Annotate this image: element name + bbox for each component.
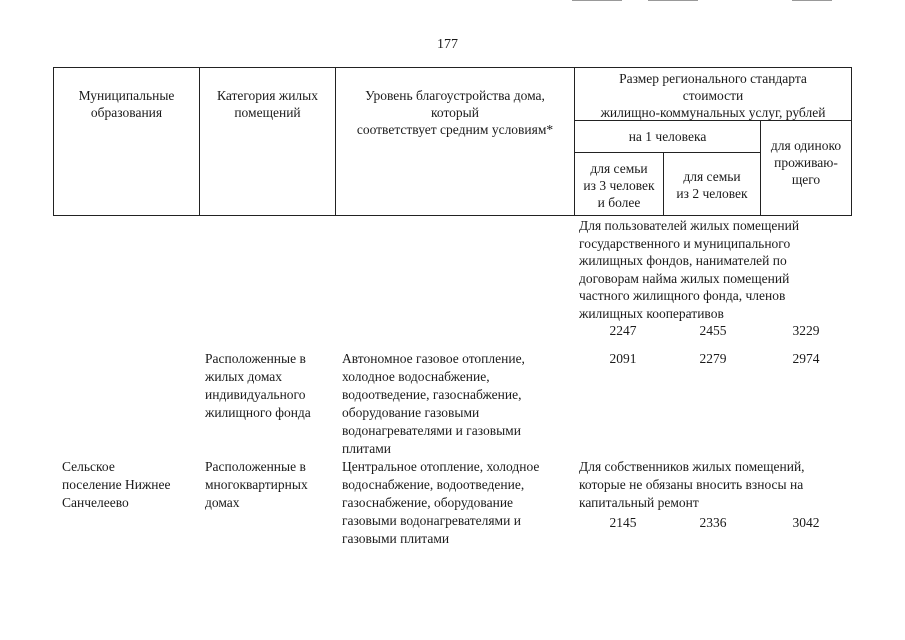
- header-per-person: на 1 человека: [628, 129, 707, 144]
- value-family3: 2145: [609, 515, 637, 530]
- private-category: Расположенные в жилых домах индивидуального жилищного фонда: [205, 351, 311, 420]
- header-family-3: для семьи из 3 человек и более: [583, 161, 655, 210]
- value-family3: 2247: [609, 323, 637, 338]
- value-single: 3042: [792, 515, 820, 530]
- header-single: для одиноко проживаю- щего: [770, 138, 842, 187]
- scan-mark: [648, 0, 698, 1]
- header-municipalities: Муниципальные образования: [78, 88, 175, 120]
- private-level: Автономное газовое отопление, холодное водоснабжение, водоотведение, газоснабжение, оборудование газовыми водонагревателями и газовыми плитами: [342, 351, 525, 456]
- page-number: 177: [437, 37, 458, 52]
- scan-mark: [792, 0, 832, 1]
- settlement-municipality: Сельское поселение Нижнее Санчелеево: [62, 459, 171, 510]
- value-family2: 2455: [699, 323, 727, 338]
- scan-mark: [572, 0, 622, 1]
- header-family-2: для семьи из 2 человек: [676, 169, 748, 201]
- header-level: Уровень благоустройства дома, который соответствует средним условиям*: [356, 88, 554, 137]
- settlement-category: Расположенные в многоквартирных домах: [205, 459, 308, 510]
- value-family3: 2091: [609, 351, 637, 366]
- header-standard-size: Размер регионального стандарта стоимости жилищно-коммунальных услуг, рублей: [600, 71, 826, 120]
- settlement-level: Центральное отопление, холодное водоснабжение, водоотведение, газоснабжение, оборудование газовыми водонагревателями и газовыми плитами: [342, 459, 540, 546]
- value-family2: 2279: [699, 351, 727, 366]
- value-single: 2974: [792, 351, 820, 366]
- owners-note: Для собственников жилых помещений, которые не обязаны вносить взносы на капитальный ремонт: [579, 459, 805, 510]
- users-note: Для пользователей жилых помещений государственного и муниципального жилищных фондов, нанимателей по договорам найма жилых помещений частного жилищного фонда, членов жилищных кооперативов: [579, 218, 800, 321]
- value-single: 3229: [792, 323, 820, 338]
- value-family2: 2336: [699, 515, 727, 530]
- header-category: Категория жилых помещений: [217, 88, 318, 120]
